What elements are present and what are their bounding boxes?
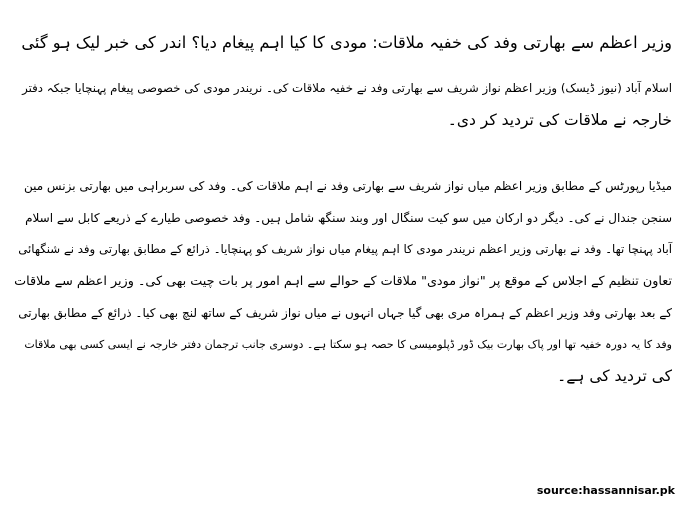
paragraph-line: کی تردید کی ہے۔ (557, 367, 672, 386)
article-paragraph-2 (14, 171, 672, 393)
paragraph-line: اسلام آباد (نیوز ڈیسک) وزیر اعظم نواز شریف سے بھارتی وفد نے خفیہ ملاقات کی۔ نریندر مودی کی خصوصی پیغام پہنچایا جبکہ دفتر (22, 81, 672, 95)
paragraph-line: تعاون تنظیم کے اجلاس کے موقع پر "نواز مودی" ملاقات کے حوالے سے اہم امور پر بات چیت بھی کی۔ وزیر اعظم سے ملاقات (14, 274, 672, 290)
paragraph-line: میڈیا رپورٹس کے مطابق وزیر اعظم میاں نواز شریف سے بھارتی وفد نے اہم ملاقات کی۔ وفد کی سربراہی میں بھارتی بزنس مین (23, 179, 672, 193)
paragraph-line: وفد کا یہ دورہ خفیہ تھا اور پاک بھارت بیک ڈور ڈپلومیسی کا حصہ ہو سکتا ہے۔ دوسری جانب ترجمان دفتر خارجہ نے ایسی کسی بھی ملاقات (24, 338, 672, 352)
paragraph-line: خارجہ نے ملاقات کی تردید کر دی۔ (447, 110, 672, 129)
paragraph-line: سنجن جندال نے کی۔ دیگر دو ارکان میں سو کیت سنگال اور وبند سنگھ شامل ہیں۔ وفد خصوصی طیارے کے ذریعے کابل سے اسلام (25, 210, 672, 225)
article-paragraph-1 (14, 73, 672, 136)
source-credit: source:hassannisar.pk (536, 484, 675, 497)
paragraph-line: آباد پہنچا تھا۔ وفد نے بھارتی وزیر اعظم نریندر مودی کا اہم پیغام میاں نواز شریف کو پہنچایا۔ ذرائع کے مطابق بھارتی وفد نے شنگھائی (18, 242, 672, 257)
paragraph-line: کے بعد بھارتی وفد وزیر اعظم کے ہمراہ مری بھی گیا جہاں انہوں نے میاں نواز شریف کے ساتھ لنچ بھی کیا۔ ذرائع کے مطابق بھارتی (18, 305, 672, 320)
article-headline: وزیر اعظم سے بھارتی وفد کی خفیہ ملاقات: مودی کا کیا اہم پیغام دیا؟ اندر کی خبر لیک ہو گئی (21, 33, 672, 52)
